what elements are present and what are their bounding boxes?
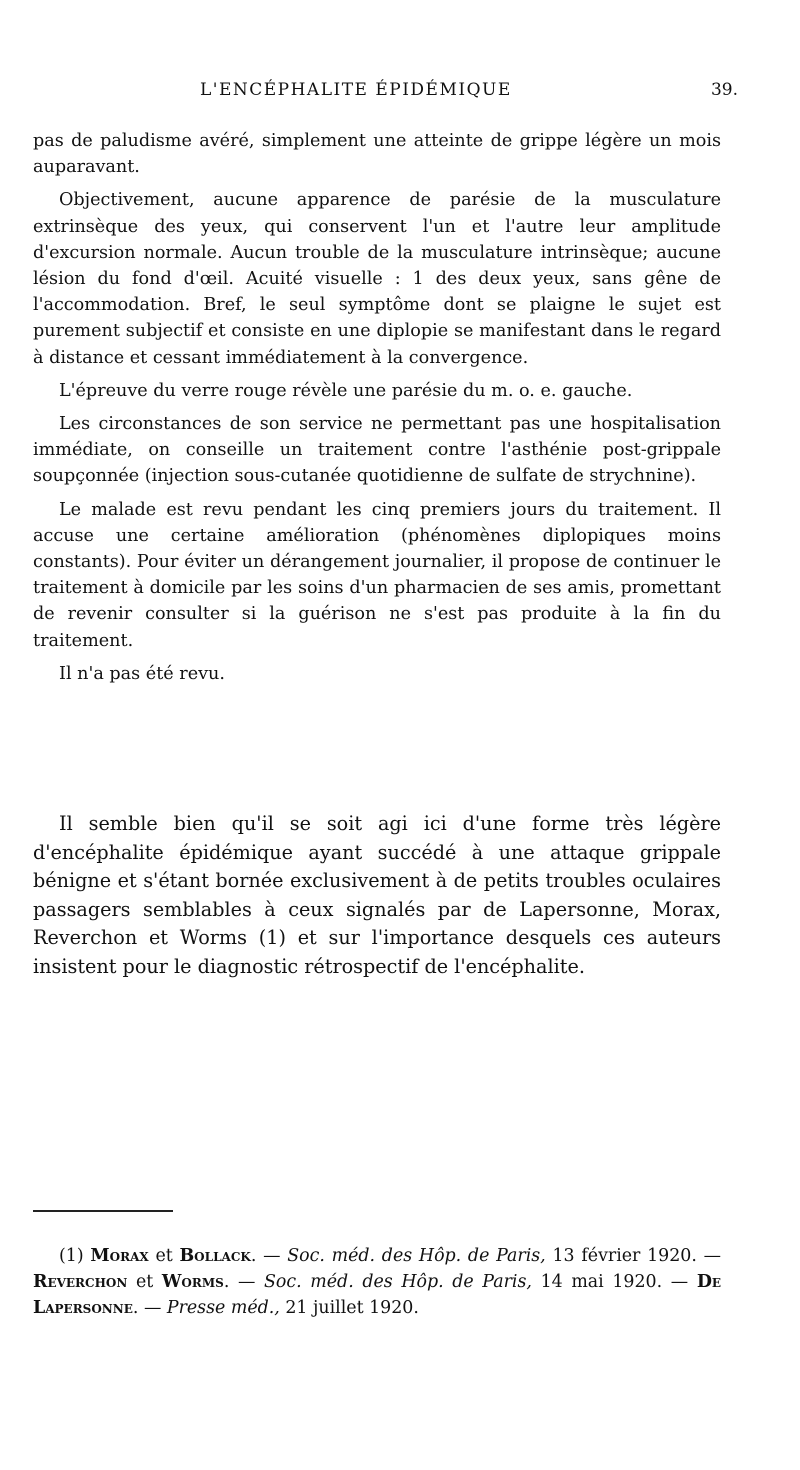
footnote [33, 1243, 721, 1322]
footnote-source: Soc. méd. des Hôp. de Paris, [287, 1246, 546, 1266]
footnote-date: 21 juillet 1920. [285, 1298, 419, 1319]
footnote-date: 14 mai 1920. — [540, 1272, 689, 1293]
footnote-author-bollack: Bollack [179, 1246, 251, 1266]
footnote-conjunction: et [155, 1246, 173, 1266]
footnote-separator: . — [250, 1246, 281, 1266]
footnote-author-reverchon: Reverchon [33, 1272, 128, 1293]
footnote-author-morax: Morax [90, 1246, 149, 1266]
footnote-separator: . — [132, 1298, 162, 1319]
paragraph-2: Objectivement, aucune apparence de parésie de la musculature extrinsèque des yeux, qui conservent l'un et l'autre leur amplitude d'excursion normale. Aucun trouble de la musculature intrinsèque; aucune lésion du fond d'œil. Acuité visuelle : 1 des deux yeux, sans gêne de l'accommodation. Bref, le seul symptôme dont se plaigne le sujet est purement subjectif et consiste en une diplopie se manifestant dans le regard à distance et cessant immédiatement à la convergence. [33, 190, 721, 368]
running-title: L'ENCÉPHALITE ÉPIDÉMIQUE [200, 80, 512, 100]
footnote-author-worms: Worms [161, 1272, 224, 1293]
paragraph-5: Le malade est revu pendant les cinq premiers jours du traitement. Il accuse une certaine amélioration (phénomènes diplopiques moins constants). Pour éviter un dérangement journalier, il propose de continuer le traitement à domicile par les soins d'un pharmacien de ses amis, promettant de revenir consulter si la guérison ne s'est pas produite à la fin du traitement. [33, 499, 721, 651]
footnote-marker: (1) [59, 1246, 84, 1266]
paragraph-3: L'épreuve du verre rouge révèle une parésie du m. o. e. gauche. [59, 380, 633, 401]
footnote-conjunction: et [135, 1272, 154, 1293]
footnote-separator: . — [223, 1272, 256, 1293]
paragraph-1: pas de paludisme avéré, simplement une atteinte de grippe légère un mois auparavant. [33, 131, 721, 178]
footnote-author-lapersonne: De Lapersonne [33, 1272, 722, 1319]
footnote-source: Soc. méd. des Hôp. de Paris, [264, 1272, 532, 1293]
paragraph-6: Il n'a pas été revu. [59, 663, 225, 684]
footnote-divider [33, 1210, 173, 1212]
case-report-text [33, 128, 721, 694]
footnote-source: Presse méd., [166, 1298, 280, 1319]
page-header [0, 80, 800, 108]
paragraph-4: Les circonstances de son service ne permettant pas une hospitalisation immédiate, on conseille un traitement contre l'asthénie post-grippale soupçonnée (injection sous-cutanée quotidienne de sulfate de strychnine). [33, 414, 721, 487]
page-number: 39. [710, 80, 738, 100]
footnote-date: 13 février 1920. — [552, 1246, 722, 1266]
conclusion-paragraph: Il semble bien qu'il se soit agi ici d'une forme très légère d'encéphalite épidémique ayant succédé à une attaque grippale bénigne et s'étant bornée exclusivement à de petits troubles oculaires passagers semblables à ceux signalés par de Lapersonne, Morax, Reverchon et Worms (1) et sur l'importance desquels ces auteurs insistent pour le diagnostic rétrospectif de l'encéphalite. [33, 812, 721, 978]
